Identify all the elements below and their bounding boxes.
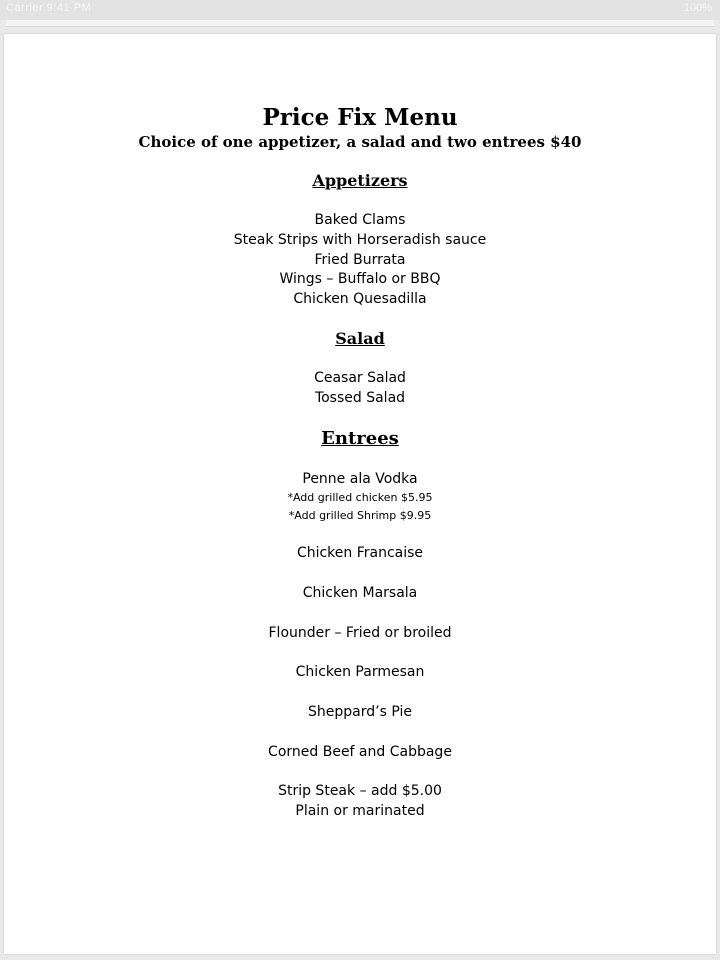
browser-toolbar [6,20,714,27]
entree-option-note: Plain or marinated [295,803,425,819]
entree-item: Chicken Parmesan [295,664,425,680]
appetizer-item: Chicken Quesadilla [293,291,427,307]
salad-heading: Salad [335,329,385,348]
appetizer-item: Fried Burrata [314,252,406,268]
entree-item: Sheppard’s Pie [308,704,412,720]
status-bar-left-text: Carrier 9:41 PM [6,2,92,14]
salad-item: Ceasar Salad [314,370,406,386]
entree-item: Penne ala Vodka [302,471,418,487]
entree-addon-note: *Add grilled Shrimp $9.95 [288,509,432,522]
status-bar [0,0,720,20]
entree-item: Flounder – Fried or broiled [268,625,452,641]
appetizer-item: Baked Clams [314,212,406,228]
menu-title: Price Fix Menu [262,104,458,131]
entree-item: Corned Beef and Cabbage [268,744,452,760]
appetizer-item: Steak Strips with Horseradish sauce [233,232,487,248]
entree-item: Chicken Francaise [296,545,424,561]
menu-subtitle: Choice of one appetizer, a salad and two entrees $40 [138,133,582,151]
entree-addon-note: *Add grilled chicken $5.95 [287,491,433,504]
appetizer-item: Wings – Buffalo or BBQ [279,271,441,287]
appetizers-heading: Appetizers [312,171,408,190]
entree-item: Chicken Marsala [302,585,418,601]
entrees-heading: Entrees [321,428,399,449]
entree-item: Strip Steak – add $5.00 [278,783,442,799]
battery-indicator: 100% [683,2,712,14]
menu-page [4,34,716,954]
salad-item: Tossed Salad [314,390,406,406]
